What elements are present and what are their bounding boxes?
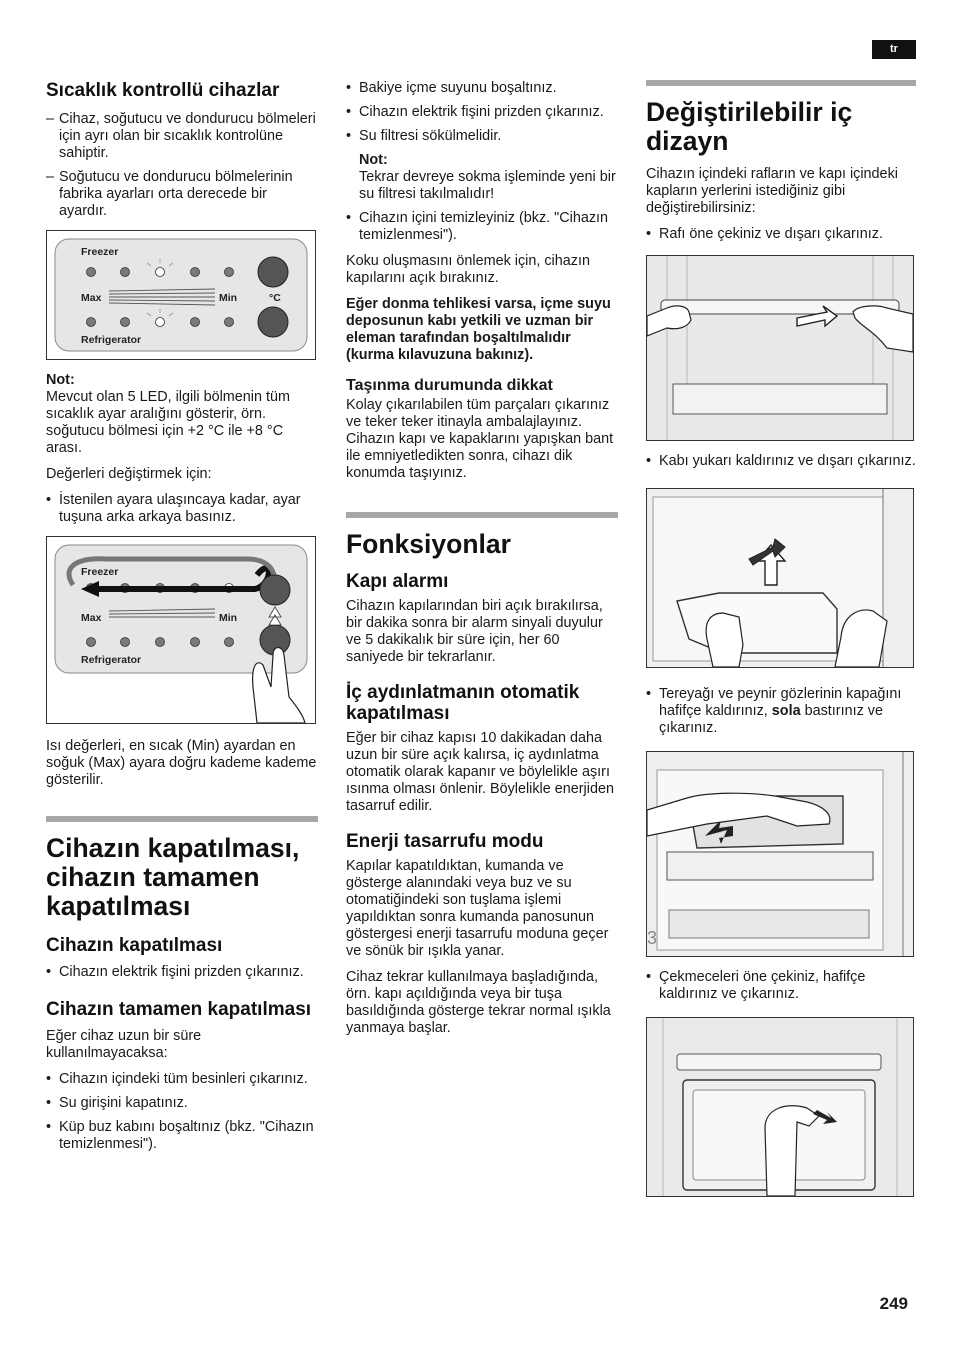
warning-text: Eğer donma tehlikesi varsa, içme suyu deposunun kabı yetkili ve uzman bir eleman tarafından boşaltılmalıdır (kurma kılavuzuna bakınız). <box>346 296 611 363</box>
drawer-removal-figure <box>646 1017 914 1197</box>
bullet-item: • Cihazın içini temizleyiniz (bkz. "Cihazın temizlenmesi"). <box>346 210 618 244</box>
dash-item: – Cihaz, soğutucu ve dondurucu bölmeleri için ayrı olan bir sıcaklık kontrolüne sahiptir. <box>46 111 318 162</box>
heading-energy: Enerji tasarrufu modu <box>346 831 544 852</box>
note-title: Not: <box>46 372 75 388</box>
bullet-item: • Su girişini kapatınız. <box>46 1095 318 1112</box>
control-panel-figure <box>46 230 316 360</box>
heading-light: İç aydınlatmanın otomatik kapatılması <box>346 682 580 724</box>
freezer-button[interactable] <box>258 257 288 287</box>
min-label: Min <box>219 612 238 624</box>
column-left <box>46 80 318 1160</box>
bullet-item: • Kabı yukarı kaldırınız ve dışarı çıkarınız. <box>646 453 918 470</box>
full-intro: Eğer cihaz uzun bir süre kullanılmayacaksa: <box>46 1028 202 1061</box>
refrigerator-label: Refrigerator <box>81 334 142 346</box>
bullet-item: • Cihazın içindeki tüm besinleri çıkarınız. <box>46 1071 318 1088</box>
max-label: Max <box>81 292 102 304</box>
bullet-item: • Cihazın elektrik fişini prizden çıkarınız. <box>346 104 618 121</box>
bullet-item: • Rafı öne çekiniz ve dışarı çıkarınız. <box>646 226 918 243</box>
column-right <box>646 80 918 1197</box>
energy-text: Kapılar kapatıldıktan, kumanda ve gösterge alanındaki veya buz ve su otomatiğindeki son tuşlama işlemi yapıldıktan sonra kumanda panosunun göstergesi enerji tasarrufu moduna geçer ve sönük bir ışıkla yanar. <box>346 858 609 959</box>
note-text: Mevcut olan 5 LED, ilgili bölmenin tüm sıcaklık ayar aralığını gösterir, örn. soğutucu bölmesi için +2 °C ile +8 °C arası. <box>46 389 290 456</box>
section-divider <box>646 80 916 86</box>
language-tag: tr <box>872 40 916 59</box>
dairy-compartment-figure <box>646 751 914 957</box>
energy-text-2: Cihaz tekrar kullanılmaya başladığında, örn. kapı açıldığında veya bir tuşa basıldığında gösterge tekrar normal ışıkla yanmaya başlar. <box>346 969 611 1036</box>
refrigerator-button[interactable] <box>258 307 288 337</box>
change-intro: Değerleri değiştirmek için: <box>46 466 212 482</box>
heading-temperature-control: Sıcaklık kontrollü cihazlar <box>46 80 280 101</box>
door-text: Cihazın kapılarından biri açık bırakılırsa, bir dakika sonra bir alarm sinyali duyulur ve 5 dakikalık bir süre için, her 60 saniyede bir tekrarlanır. <box>346 598 603 665</box>
design-intro: Cihazın içindeki rafların ve kapı içindeki kapların yerlerini istediğiniz gibi değiştirebilirsiniz: <box>646 166 898 216</box>
max-label: Max <box>81 612 102 624</box>
note-text: Tekrar devreye sokma işleminde yeni bir su filtresi takılmalıdır! <box>359 169 616 202</box>
button-press-figure <box>46 536 316 724</box>
heading-full-off: Cihazın tamamen kapatılması <box>46 999 312 1020</box>
heading-switching-off: Cihazın kapatılması, cihazın tamamen kapatılması <box>46 833 300 921</box>
after-figure-text: Isı değerleri, en sıcak (Min) ayardan en soğuk (Max) ayara doğru kademe kademe gösterilir. <box>46 738 317 788</box>
bullet-text: Tereyağı ve peynir gözlerinin kapağını hafifçe kaldırınız, <box>659 686 902 719</box>
light-text: Eğer bir cihaz kapısı 10 dakikadan daha uzun bir süre açık kalırsa, iç aydınlatma otomatik olarak kapanır ve böylelikle aşırı ısınma olması önlenir. Böylelikle enerjiden tasarruf edilir. <box>346 730 614 814</box>
min-label: Min <box>219 292 238 304</box>
column-middle <box>346 80 618 1037</box>
freezer-button[interactable] <box>260 575 290 605</box>
note-block <box>346 152 618 203</box>
hand-icon <box>706 613 743 667</box>
freezer-label: Freezer <box>81 566 119 578</box>
bullet-text: bastırınız ve çıkarınız. <box>659 703 883 736</box>
shelf-marker: 3 <box>647 928 658 948</box>
refrigerator-label: Refrigerator <box>81 654 142 666</box>
transport-text: Kolay çıkarılabilen tüm parçaları çıkarınız ve teker teker itinayla ambalajlayınız. Cihazın kapı ve kapaklarını yapışkan bant ile emniyetledikten sonra, cihazı dik konumda taşıyınız. <box>346 397 614 481</box>
page-number: 249 <box>879 1294 908 1313</box>
bullet-item <box>646 686 918 737</box>
note-title: Not: <box>359 152 388 168</box>
section-divider <box>46 816 318 822</box>
shelf-removal-figure <box>646 255 914 441</box>
door-bin-figure <box>646 488 914 668</box>
heading-transport: Taşınma durumunda dikkat <box>346 377 553 394</box>
dash-item: – Soğutucu ve dondurucu bölmelerinin fabrika ayarları orta derecede bir ayardır. <box>46 169 318 220</box>
bullet-item: • Küp buz kabını boşaltınız (bkz. "Cihazın temizlenmesi"). <box>46 1119 318 1153</box>
heading-door-alarm: Kapı alarmı <box>346 571 449 592</box>
bullet-item: • Çekmeceleri öne çekiniz, hafifçe kaldırınız ve çıkarınız. <box>646 969 918 1003</box>
bullet-bold: sola <box>771 703 801 719</box>
freezer-label: Freezer <box>81 246 119 258</box>
bullet-item: • İstenilen ayara ulaşıncaya kadar, ayar tuşuna arka arkaya basınız. <box>46 492 318 526</box>
celsius-label: °C <box>269 292 281 304</box>
odor-text: Koku oluşmasını önlemek için, cihazın kapılarını açık bırakınız. <box>346 253 590 286</box>
bullet-item: • Bakiye içme suyunu boşaltınız. <box>346 80 618 97</box>
section-divider <box>346 512 618 518</box>
bullet-item: • Cihazın elektrik fişini prizden çıkarınız. <box>46 964 318 981</box>
bullet-item: • Su filtresi sökülmelidir. <box>346 128 618 145</box>
heading-functions: Fonksiyonlar <box>346 529 511 559</box>
heading-interior-design: Değiştirilebilir iç dizayn <box>646 97 853 156</box>
heading-switch-off: Cihazın kapatılması <box>46 935 223 956</box>
